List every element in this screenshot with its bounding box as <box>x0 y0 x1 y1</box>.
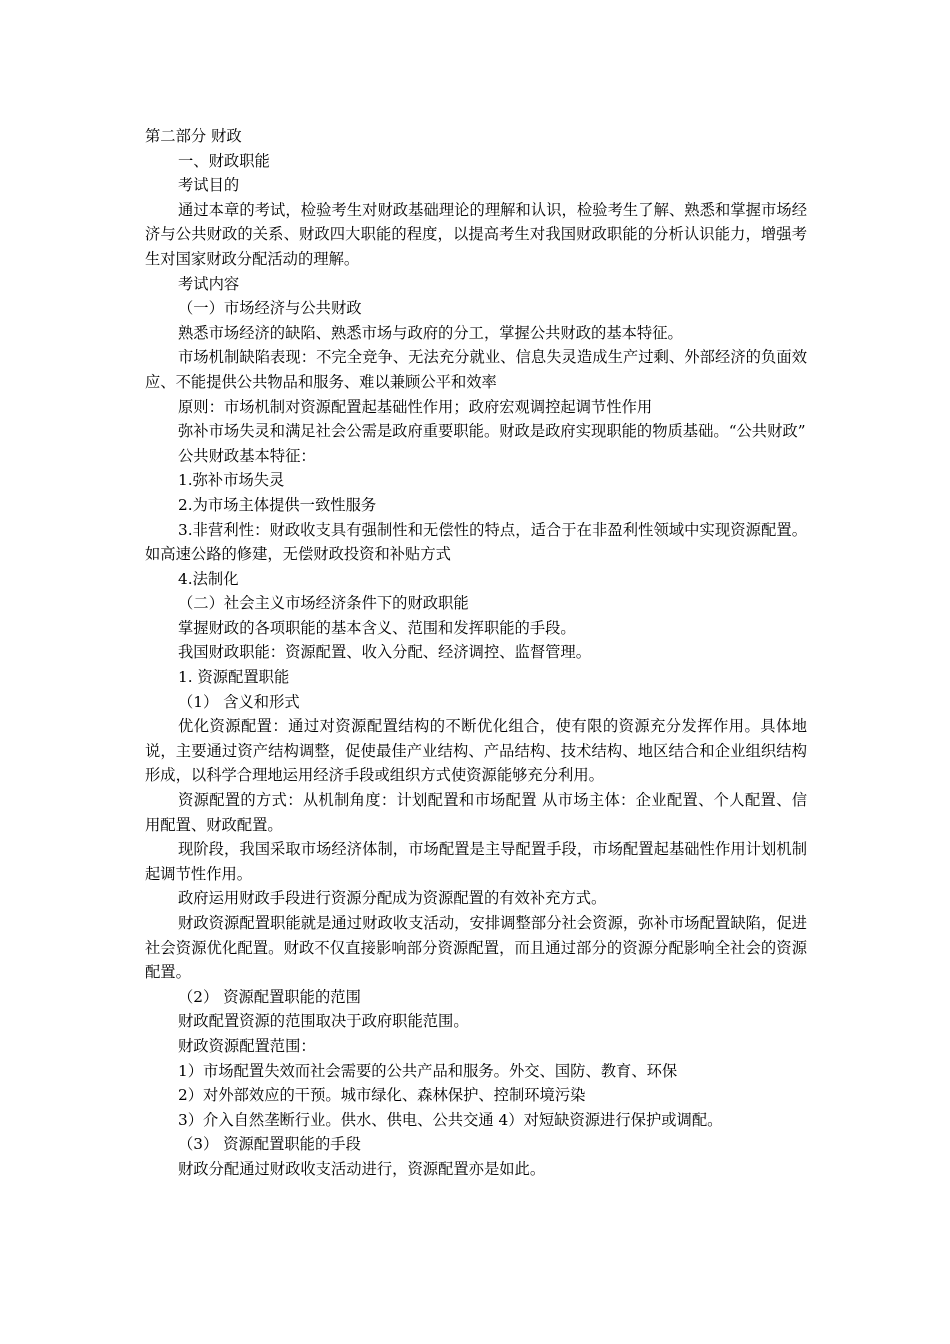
subheading-exam-content: 考试内容 <box>178 274 240 293</box>
subsection-heading: （一）市场经济与公共财政 <box>178 299 362 318</box>
paragraph: 公共财政基本特征： <box>178 446 316 465</box>
subsection-heading: （二）社会主义市场经济条件下的财政职能 <box>178 594 469 613</box>
subheading-exam-purpose: 考试目的 <box>178 176 240 195</box>
section-heading: 第二部分 财政 <box>145 127 242 145</box>
numbered-subheading: （3） 资源配置职能的手段 <box>178 1135 361 1154</box>
paragraph: 原则：市场机制对资源配置起基础性作用；政府宏观调控起调节性作用 <box>178 397 653 416</box>
paragraph: 弥补市场失灵和满足社会公需是政府重要职能。财政是政府实现职能的物质基础。“公共财政” <box>178 422 806 441</box>
paragraph: 财政资源配置范围： <box>178 1036 316 1055</box>
list-item: 2.为市场主体提供一致性服务 <box>178 495 377 514</box>
paragraph: 财政资源配置职能就是通过财政收支活动，安排调整部分社会资源，弥补市场配置缺陷，促进社会资源优化配置。财政不仅直接影响部分资源配置，而且通过部分的资源分配影响全社会的资源配置。 <box>145 914 807 982</box>
numbered-subheading: （1） 含义和形式 <box>178 692 300 711</box>
list-item: 3）介入自然垄断行业。供水、供电、公共交通 4）对短缺资源进行保护或调配。 <box>178 1110 723 1129</box>
list-item: 3.非营利性：财政收支具有强制性和无偿性的特点，适合于在非盈利性领域中实现资源配置。如高速公路的修建，无偿财政投资和补贴方式 <box>145 520 807 564</box>
list-item: 4.法制化 <box>178 569 239 588</box>
list-item: 2）对外部效应的干预。城市绿化、森林保护、控制环境污染 <box>178 1086 586 1105</box>
paragraph: 市场机制缺陷表现：不完全竞争、无法充分就业、信息失灵造成生产过剩、外部经济的负面效应、不能提供公共物品和服务、难以兼顾公平和效率 <box>145 348 807 391</box>
paragraph: 资源配置的方式：从机制角度：计划配置和市场配置 从市场主体：企业配置、个人配置、信用配置、财政配置。 <box>145 791 807 834</box>
paragraph: 现阶段，我国采取市场经济体制，市场配置是主导配置手段，市场配置起基础性作用计划机制起调节性作用。 <box>145 840 807 883</box>
list-item: 1）市场配置失效而社会需要的公共产品和服务。外交、国防、教育、环保 <box>178 1061 678 1080</box>
numbered-heading: 1. 资源配置职能 <box>178 668 290 687</box>
paragraph: 财政分配通过财政收支活动进行，资源配置亦是如此。 <box>178 1159 546 1178</box>
chapter-heading: 一、财政职能 <box>178 151 270 170</box>
document-body <box>145 124 807 1182</box>
numbered-subheading: （2） 资源配置职能的范围 <box>178 987 361 1006</box>
paragraph: 我国财政职能：资源配置、收入分配、经济调控、监督管理。 <box>178 643 592 662</box>
paragraph: 优化资源配置：通过对资源配置结构的不断优化组合，使有限的资源充分发挥作用。具体地说，主要通过资产结构调整，促使最佳产业结构、产品结构、技术结构、地区结合和企业组织结构形成，以科学合理地运用经济手段或组织方式使资源能够充分利用。 <box>145 717 807 785</box>
list-item: 1.弥补市场失灵 <box>178 471 285 490</box>
paragraph: 政府运用财政手段进行资源分配成为资源配置的有效补充方式。 <box>178 889 607 908</box>
paragraph: 掌握财政的各项职能的基本含义、范围和发挥职能的手段。 <box>178 618 576 637</box>
paragraph: 通过本章的考试，检验考生对财政基础理论的理解和认识，检验考生了解、熟悉和掌握市场经济与公共财政的关系、财政四大职能的程度，以提高考生对我国财政职能的分析认识能力，增强考生对国家财政分配活动的理解。 <box>145 200 807 268</box>
paragraph: 财政配置资源的范围取决于政府职能范围。 <box>178 1012 469 1031</box>
paragraph: 熟悉市场经济的缺陷、熟悉市场与政府的分工，掌握公共财政的基本特征。 <box>178 323 683 342</box>
